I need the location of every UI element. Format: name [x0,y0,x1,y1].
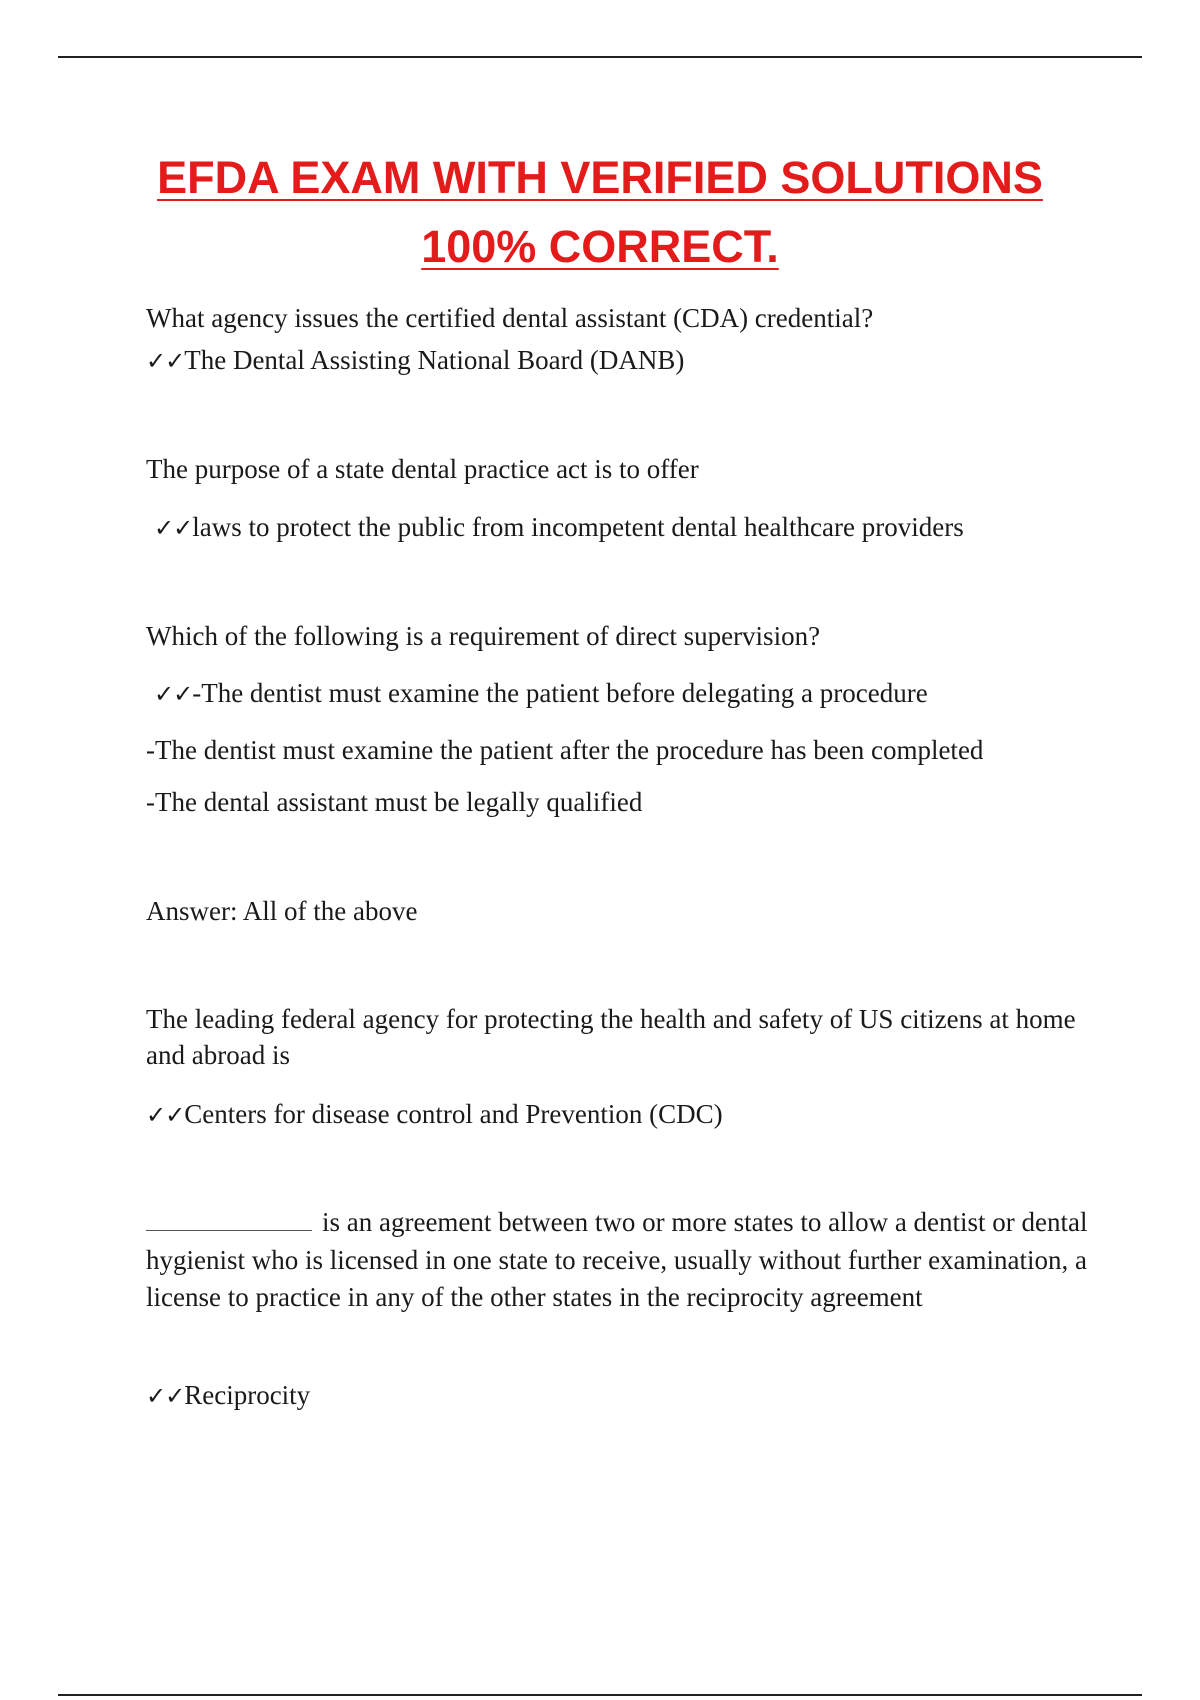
check-icon: ✓✓ [154,514,193,542]
question-4: The leading federal agency for protecting the health and safety of US citizens at home and abroad is [146,1004,1076,1070]
answer-1 [146,342,1096,380]
question-3-option-2: -The dentist must examine the patient after the procedure has been completed [146,735,984,765]
question-3: Which of the following is a requirement of direct supervision? [146,621,821,651]
question-2: The purpose of a state dental practice act is to offer [146,454,699,484]
answer-3: Answer: All of the above [146,896,418,926]
question-1: What agency issues the certified dental assistant (CDA) credential? [146,303,874,333]
question-5-text: is an agreement between two or more states to allow a dentist or dental hygienist who is licensed in one state to receive, usually without further examination, a license to practice in any of the other states in the reciprocity agreement [146,1207,1088,1312]
top-rule [58,56,1142,58]
question-5 [146,1204,1096,1317]
check-icon: ✓✓ [146,1101,185,1129]
option-1-text: -The dentist must examine the patient before delegating a procedure [192,678,928,708]
answer-1-text: The Dental Assisting National Board (DANB) [184,345,685,375]
bottom-rule [58,1694,1142,1696]
answer-2-text: laws to protect the public from incompetent dental healthcare providers [192,512,964,542]
answer-4 [146,1096,1096,1134]
check-icon: ✓✓ [154,680,193,708]
page-title-line-2: 100% CORRECT. [421,221,779,272]
answer-5 [146,1377,1096,1415]
check-icon: ✓✓ [146,1382,185,1410]
question-3-option-3: -The dental assistant must be legally qualified [146,787,643,817]
question-3-option-1 [154,675,1104,713]
page-title-line-1: EFDA EXAM WITH VERIFIED SOLUTIONS [157,152,1043,203]
check-icon: ✓✓ [146,347,185,375]
answer-4-text: Centers for disease control and Prevention (CDC) [184,1099,723,1129]
answer-5-text: Reciprocity [184,1380,311,1410]
answer-2 [154,509,1104,547]
fill-in-blank [146,1204,312,1231]
